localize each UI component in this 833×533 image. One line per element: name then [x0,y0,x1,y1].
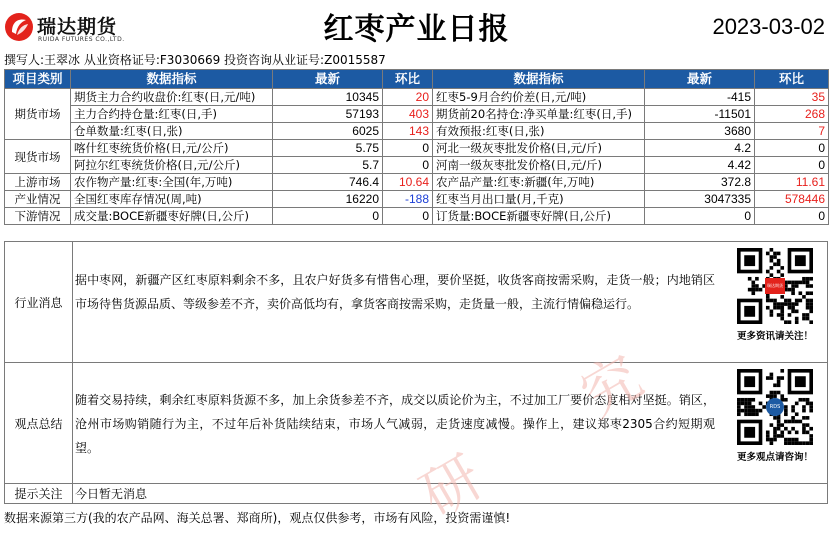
left-indicator-cell: 成交量:BOCE新疆枣好牌(日,公斤) [71,208,273,225]
table-row [5,157,829,174]
right-indicator-cell: 河北一级灰枣批发价格(日,元/斤) [433,140,645,157]
tips-section [4,483,828,504]
left-latest-cell: 5.75 [273,140,383,157]
table-row [5,140,829,157]
left-change-cell: -188 [383,191,433,208]
tips-label: 提示关注 [5,484,73,503]
watermark-char: 研 [409,442,494,531]
left-indicator-cell: 阿拉尔红枣统货价格(日,元/公斤) [71,157,273,174]
table-row [5,123,829,140]
right-indicator-cell: 红枣当月出口量(月,千克) [433,191,645,208]
left-change-cell: 0 [383,208,433,225]
header-indicator-right: 数据指标 [433,70,645,89]
table-row [5,191,829,208]
disclaimer-footer: 数据来源第三方(我的农产品网、海关总署、郑商所)，观点仅供参考，市场有风险，投资需谨慎! [4,511,511,525]
category-cell: 现货市场 [5,140,71,174]
right-indicator-cell: 河南一级灰枣批发价格(日,元/斤) [433,157,645,174]
right-change-cell: 0 [755,208,829,225]
header-latest-right: 最新 [645,70,755,89]
right-indicator-cell: 红枣5-9月合约价差(日,元/吨) [433,89,645,106]
right-change-cell: 268 [755,106,829,123]
category-cell: 期货市场 [5,89,71,140]
left-change-cell: 143 [383,123,433,140]
logo-english-name: RUIDA FUTURES CO.,LTD. [38,36,125,43]
industry-news-section [4,241,828,363]
table-row [5,208,829,225]
data-table [4,69,829,225]
left-latest-cell: 5.7 [273,157,383,174]
table-body [5,89,829,225]
right-latest-cell: 3047335 [645,191,755,208]
right-change-cell: 0 [755,140,829,157]
industry-news-label: 行业消息 [5,242,73,362]
watermark-char: 究 [569,342,654,431]
left-change-cell: 0 [383,140,433,157]
left-change-cell: 10.64 [383,174,433,191]
left-change-cell: 403 [383,106,433,123]
qr-center-badge: 瑞达期货 [765,278,785,294]
right-change-cell: 0 [755,157,829,174]
table-row [5,89,829,106]
industry-news-text: 据中枣网，新疆产区红枣原料剩余不多，且农户好货多有惜售心理，要价坚挺，收货客商按需采购，走货一般；内地销区市场待售货源品质、等级参差不齐，卖价高低均有，拿货客商按需采购，走货量一般，主流行情偏稳运行。 [75,273,715,311]
right-change-cell: 35 [755,89,829,106]
right-latest-cell: 4.2 [645,140,755,157]
view-summary-text: 随着交易持续，剩余红枣原料货源不多，加上余货参差不齐，成交以质论价为主，不过加工厂要价态度相对坚挺。销区，沧州市场购销随行为主，不过年后补货陆续结束，市场人气减弱，走货速度减慢。操作上，建议郑枣2305合约短期观望。 [75,393,715,455]
qr-caption-info: 更多资讯请关注！ [736,331,813,342]
category-cell: 产业情况 [5,191,71,208]
header-change-left: 环比 [383,70,433,89]
right-indicator-cell: 期货前20名持仓:净买单量:红枣(日,手) [433,106,645,123]
report-header [0,0,833,52]
right-latest-cell: 4.42 [645,157,755,174]
qr-code-icon [737,248,813,324]
qr-caption-consult: 更多观点请咨询！ [736,452,813,463]
category-cell: 下游情况 [5,208,71,225]
left-indicator-cell: 农作物产量:红枣:全国(年,万吨) [71,174,273,191]
left-latest-cell: 746.4 [273,174,383,191]
table-row [5,174,829,191]
view-summary-section [4,362,828,484]
report-title: 红枣产业日报 [323,12,510,47]
right-latest-cell: 372.8 [645,174,755,191]
logo-chinese-name: 瑞达期货 [37,16,118,38]
table-row [5,106,829,123]
qr-code-consult[interactable] [731,369,819,463]
right-change-cell: 578446 [755,191,829,208]
left-indicator-cell: 喀什红枣统货价格(日,元/公斤) [71,140,273,157]
category-cell: 上游市场 [5,174,71,191]
left-latest-cell: 6025 [273,123,383,140]
qr-center-badge: RDS [766,398,784,416]
right-latest-cell: 0 [645,208,755,225]
header-latest-left: 最新 [273,70,383,89]
qr-code-icon [737,369,813,445]
right-change-cell: 11.61 [755,174,829,191]
left-change-cell: 0 [383,157,433,174]
left-indicator-cell: 主力合约持仓量:红枣(日,手) [71,106,273,123]
view-summary-label: 观点总结 [5,363,73,483]
header-indicator-left: 数据指标 [71,70,273,89]
left-indicator-cell: 仓单数量:红枣(日,张) [71,123,273,140]
right-indicator-cell: 有效预报:红枣(日,张) [433,123,645,140]
left-latest-cell: 16220 [273,191,383,208]
left-indicator-cell: 期货主力合约收盘价:红枣(日,元/吨) [71,89,273,106]
left-change-cell: 20 [383,89,433,106]
qr-code-info[interactable] [731,248,819,342]
right-change-cell: 7 [755,123,829,140]
header-change-right: 环比 [755,70,829,89]
table-header-row [5,70,829,89]
right-latest-cell: 3680 [645,123,755,140]
left-latest-cell: 10345 [273,89,383,106]
author-line: 撰写人:王翠冰 从业资格证号:F3030669 投资咨询从业证号:Z0015587 [4,53,386,67]
right-indicator-cell: 农产品产量:红枣:新疆(年,万吨) [433,174,645,191]
header-category: 项目类别 [5,70,71,89]
right-latest-cell: -415 [645,89,755,106]
right-indicator-cell: 订货量:BOCE新疆枣好牌(日,公斤) [433,208,645,225]
report-date: 2023-03-02 [712,14,825,39]
left-latest-cell: 0 [273,208,383,225]
right-latest-cell: -11501 [645,106,755,123]
left-indicator-cell: 全国红枣库存情况(周,吨) [71,191,273,208]
left-latest-cell: 57193 [273,106,383,123]
tips-text: 今日暂无消息 [75,487,148,501]
